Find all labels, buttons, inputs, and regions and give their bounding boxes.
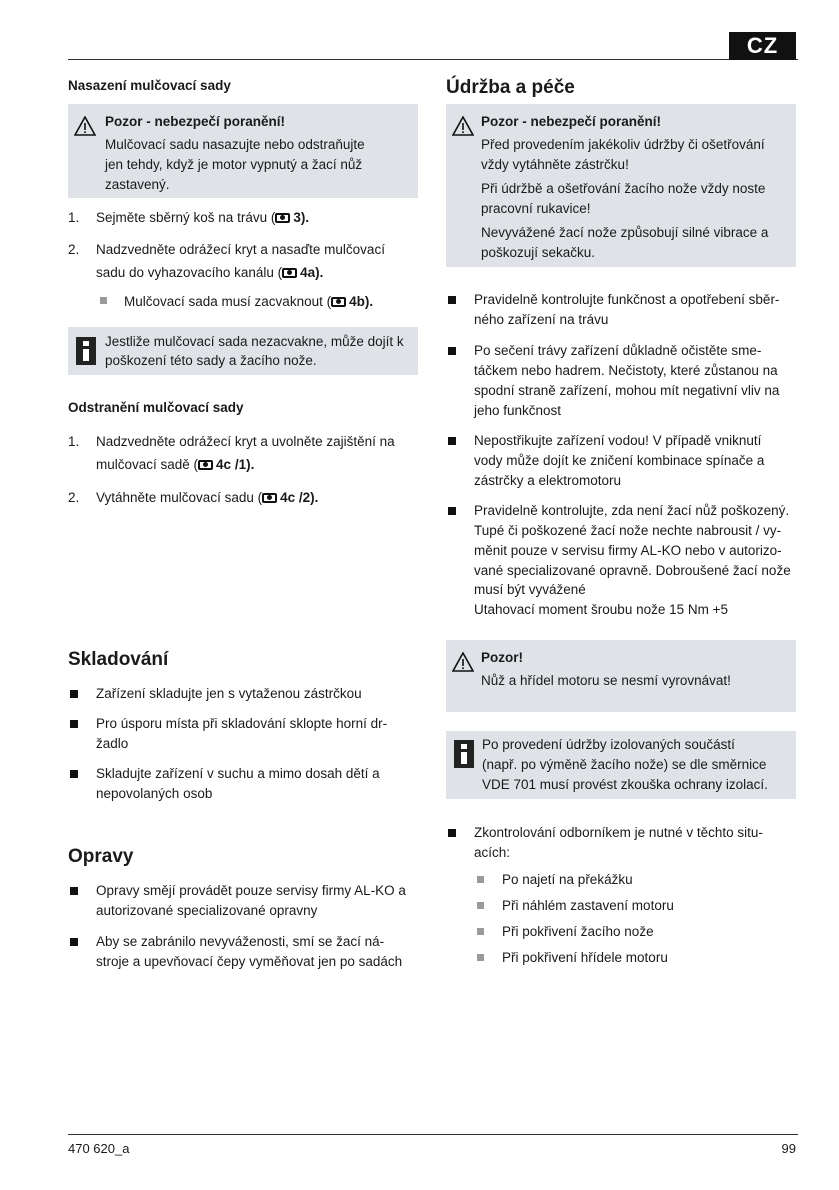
maintenance-item: spodní straně zařízení, mohou mít negativní vliv na [474, 383, 780, 398]
sub-bullet [477, 954, 484, 961]
bullet [448, 507, 456, 515]
info-box-mulch-fit [68, 327, 418, 375]
step-text: Sejměte sběrný koš na trávu ( 3). [96, 210, 310, 225]
sub-bullet [477, 876, 484, 883]
warning-line: Při údržbě a ošetřování žacího nože vždy noste [481, 181, 766, 196]
storage-item: žadlo [96, 736, 129, 751]
info-line: Jestliže mulčovací sada nezacvakne, může dojít k [105, 334, 404, 349]
check-sub-item: Po najetí na překážku [502, 872, 633, 887]
step-number: 1. [68, 210, 80, 225]
maintenance-item: Pravidelně kontrolujte funkčnost a opotřebení sběr- [474, 292, 780, 307]
info-icon [454, 740, 474, 768]
check-text: Zkontrolování odborníkem je nutné v těchto situ- [474, 825, 763, 840]
sub-bullet [100, 297, 107, 304]
step-text: Nadzvedněte odrážecí kryt a uvolněte zajištění na [96, 434, 395, 449]
repairs-item: stroje a upevňovací čepy vyměňovat jen po sadách [96, 954, 403, 969]
info-line: VDE 701 musí provést zkouška ochrany izolací. [482, 777, 768, 792]
maintenance-item: měnit pouze v servisu firmy AL-KO nebo v autorizo- [474, 543, 782, 558]
bullet [448, 829, 456, 837]
sub-bullet [477, 902, 484, 909]
bullet [448, 437, 456, 445]
camera-icon [282, 268, 297, 278]
info-line: (např. po výměně žacího nože) se dle směrnice [482, 757, 767, 772]
section-title-mulch-remove: Odstranění mulčovací sady [68, 400, 244, 415]
maintenance-item: vané specializované opravně. Dobroušené žací nože [474, 563, 791, 578]
warning-box-maintenance [446, 104, 796, 267]
camera-icon [198, 460, 213, 470]
sub-bullet [477, 928, 484, 935]
maintenance-item: zástrčky a elektromotoru [474, 473, 622, 488]
camera-icon [331, 297, 346, 307]
camera-icon [262, 493, 277, 503]
top-rule [68, 59, 798, 60]
maintenance-item: Nepostřikujte zařízení vodou! V případě vniknutí [474, 433, 762, 448]
step-number: 1. [68, 434, 80, 449]
warning-triangle-icon [452, 652, 474, 672]
bullet [70, 770, 78, 778]
check-sub-item: Při náhlém zastavení motoru [502, 898, 674, 913]
camera-icon [275, 213, 290, 223]
warning-line: zastavený. [105, 177, 170, 192]
step-text: Nadzvedněte odrážecí kryt a nasaďte mulčovací [96, 242, 385, 257]
step-text: Vytáhněte mulčovací sadu ( 4c /2). [96, 490, 319, 505]
step-number: 2. [68, 242, 80, 257]
document-number: 470 620_a [68, 1141, 130, 1156]
maintenance-item: ného zařízení na trávu [474, 312, 609, 327]
info-box-insulation [446, 731, 796, 799]
info-icon [76, 337, 96, 365]
maintenance-item: táčkem nebo hadrem. Nečistoty, které zůstanou na [474, 363, 778, 378]
warning-line: vždy vytáhněte zástrčku! [481, 157, 629, 172]
warning-line: Před provedením jakékoliv údržby či ošetřování [481, 137, 765, 152]
storage-item: nepovolaných osob [96, 786, 213, 801]
step-number: 2. [68, 490, 80, 505]
maintenance-item: Utahovací moment šroubu nože 15 Nm +5 [474, 602, 729, 617]
storage-item: Pro úsporu místa při skladování sklopte horní dr- [96, 716, 388, 731]
maintenance-item: vody může dojít ke zničení kombinace spínače a [474, 453, 765, 468]
check-sub-item: Při pokřivení žacího nože [502, 924, 654, 939]
warning-line: Mulčovací sadu nasazujte nebo odstraňujte [105, 137, 365, 152]
warning-line: jen tehdy, když je motor vypnutý a žací nůž [105, 157, 363, 172]
maintenance-item: jeho funkčnost [474, 403, 562, 418]
warning-line: poškozují sekačku. [481, 245, 596, 260]
bullet [70, 938, 78, 946]
storage-item: Skladujte zařízení v suchu a mimo dosah dětí a [96, 766, 380, 781]
warning-box-blade [446, 640, 796, 712]
warning-triangle-icon [452, 116, 474, 136]
step-text: mulčovací sadě ( 4c /1). [96, 457, 255, 472]
repairs-item: autorizované specializované opravny [96, 903, 318, 918]
info-line: poškození této sady a žacího nože. [105, 353, 317, 368]
warning-title: Pozor - nebezpečí poranění! [105, 114, 286, 129]
warning-title: Pozor - nebezpečí poranění! [481, 114, 662, 129]
bullet [70, 887, 78, 895]
section-title-repairs: Opravy [68, 846, 134, 867]
bullet [70, 690, 78, 698]
bullet [448, 347, 456, 355]
step-text: sadu do vyhazovacího kanálu ( 4a). [96, 265, 324, 280]
page-number: 99 [781, 1141, 796, 1156]
warning-title: Pozor! [481, 650, 523, 665]
bottom-rule [68, 1134, 798, 1135]
warning-line: Nůž a hřídel motoru se nesmí vyrovnávat! [481, 673, 731, 688]
info-line: Po provedení údržby izolovaných součástí [482, 737, 735, 752]
warning-line: Nevyvážené žací nože způsobují silné vibrace a [481, 225, 769, 240]
bullet [70, 720, 78, 728]
warning-triangle-icon [74, 116, 96, 136]
storage-item: Zařízení skladujte jen s vytaženou zástrčkou [96, 686, 362, 701]
section-title-mulch-fit: Nasazení mulčovací sady [68, 78, 231, 93]
check-text: acích: [474, 845, 511, 860]
maintenance-item: Pravidelně kontrolujte, zda není žací nůž poškozený. [474, 503, 790, 518]
maintenance-item: Tupé či poškozené žací nože nechte nabrousit / vy- [474, 523, 782, 538]
warning-line: pracovní rukavice! [481, 201, 591, 216]
sub-bullet-text: Mulčovací sada musí zacvaknout ( 4b). [124, 294, 374, 309]
section-title-storage: Skladování [68, 649, 169, 670]
maintenance-item: Po sečení trávy zařízení důkladně očistěte sme- [474, 343, 762, 358]
repairs-item: Opravy smějí provádět pouze servisy firmy AL-KO a [96, 883, 406, 898]
bullet [448, 296, 456, 304]
section-title-maintenance: Údržba a péče [446, 77, 575, 98]
check-sub-item: Při pokřivení hřídele motoru [502, 950, 668, 965]
repairs-item: Aby se zabránilo nevyváženosti, smí se žací ná- [96, 934, 385, 949]
warning-box-mulch-fit [68, 104, 418, 198]
language-badge: CZ [729, 32, 796, 60]
maintenance-item: musí být vyvážené [474, 582, 586, 597]
